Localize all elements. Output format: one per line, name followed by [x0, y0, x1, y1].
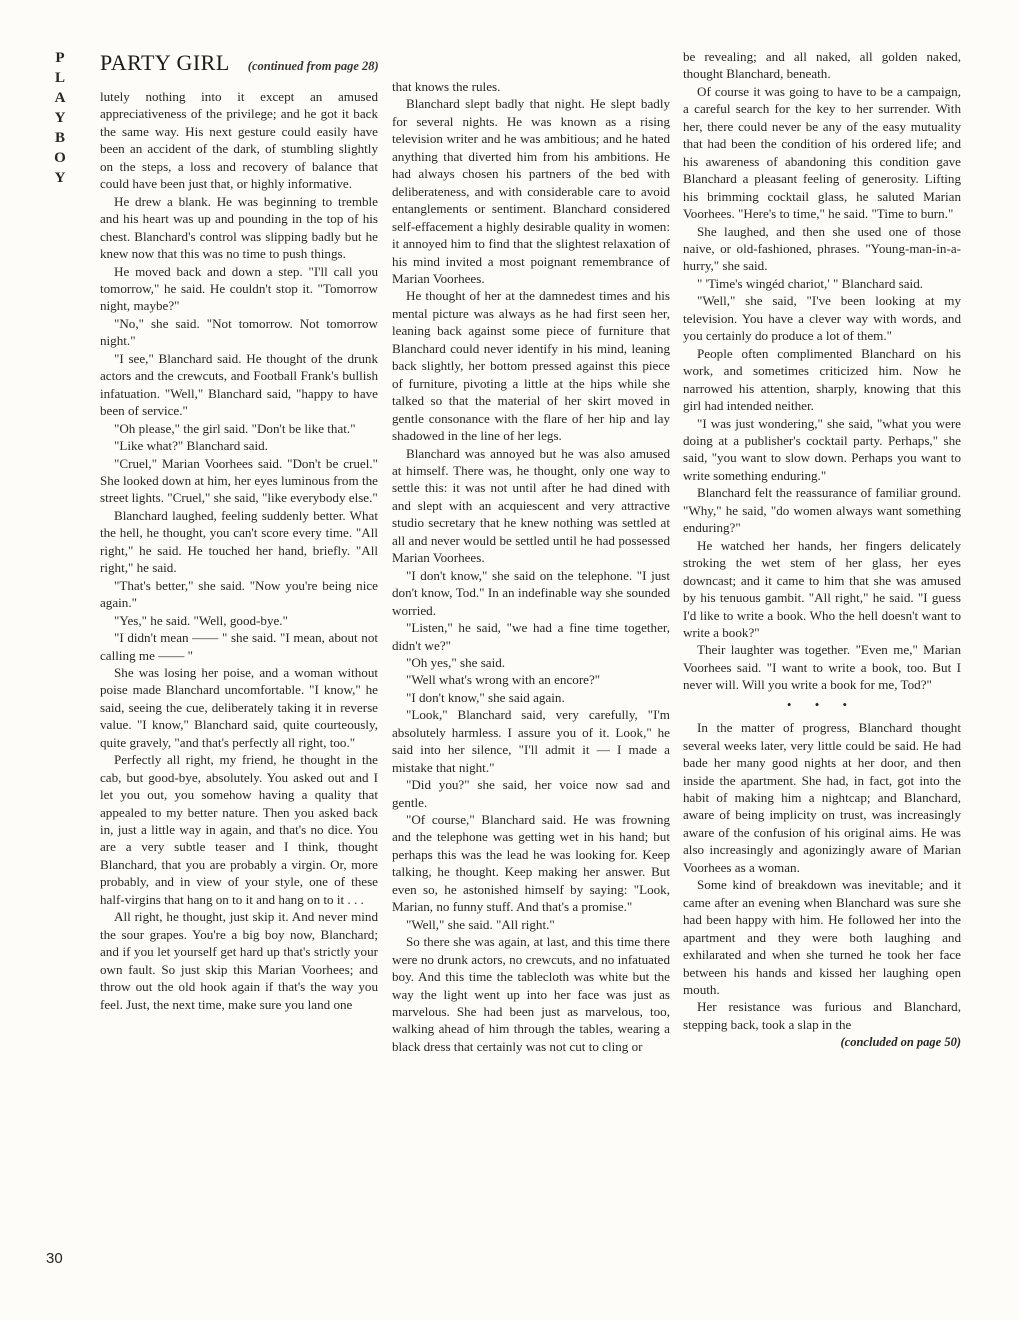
- paragraph: People often complimented Blanchard on his work, and sometimes criticized him. Now he narrowed his attention, sharply, knowing that this girl had intended neither.: [683, 345, 961, 414]
- article-header: [100, 50, 379, 80]
- section-break: • • •: [786, 696, 858, 712]
- paragraph: "Well," she said. "All right.": [406, 916, 555, 932]
- paragraph: Of course it was going to have to be a campaign, a careful search for the key to her surrender. With her, there could never be any of the easy mutuality that had been the condition of his ordered life; and his awareness of abandoning this condition gave Blanchard a pleasant feeling of generosity. Lifting his brimming cocktail glass, he saluted Marian Voorhees. "Here's to time," he said. "Time to burn.": [683, 83, 961, 222]
- paragraph: He drew a blank. He was beginning to tremble and his heart was up and pounding in the top of his chest. Blanchard's control was slipping badly but he knew now that this was no time to push things.: [100, 193, 378, 262]
- paragraph: Blanchard was annoyed but he was also amused at himself. There was, he thought, only one way to settle this: it was not until after he had dined with and slept with an acquiescent and very attractive studio secretary that he knew nothing was settled at all and never would be settled until he had possessed Marian Voorhees.: [392, 445, 670, 566]
- paragraph: "Cruel," Marian Voorhees said. "Don't be cruel." She looked down at him, her eyes luminous from the street lights. "Cruel," she said, "like everybody else.": [100, 455, 378, 506]
- paragraph: He thought of her at the damnedest times and his mental picture was always as he had first seen her, leaning back against some piece of furniture that Blanchard could never identify in his mind, leaning back slightly, her bottom pressed against this piece of furniture, pivoting a little at the hips while she talked so that the material of her skirt moved in gentle consonance with the flare of her hip and lay shadowed in the line of her legs.: [392, 288, 670, 444]
- paragraph: Perfectly all right, my friend, he thought in the cab, but good-bye, absolutely. You asked out and I let you out, you somehow having a quality that appealed to my better nature. Then you asked back in, just a little way in again, and that's no dice. You are a very subtle teaser and I think, thought Blanchard, that you are probably a virgin. Or, more probably, and in view of your style, one of these half-virgins that hang on to it and hang on to it . . .: [100, 752, 378, 907]
- paragraph: "I don't know," she said again.: [406, 689, 565, 705]
- paragraph: Their laughter was together. "Even me," Marian Voorhees said. "I want to write a book, too. But I never will. Will you write a book for me, Tod?": [683, 642, 961, 693]
- paragraph: So there she was again, at last, and this time there were no drunk actors, no crewcuts, and no infatuated boy. And this time the tablecloth was white but the way the light went up into her face was just as marvelous. She had been just as marvelous, too, walking ahead of him through the tables, wearing a black dress that certainly was not cut to cling or: [392, 934, 670, 1054]
- paragraph: "Yes," he said. "Well, good-bye.": [114, 612, 288, 628]
- paragraph: "Well what's wrong with an encore?": [406, 672, 601, 688]
- paragraph: "Oh yes," she said.: [406, 654, 506, 670]
- concluded-note: (concluded on page 50): [840, 1035, 961, 1050]
- paragraph: Some kind of breakdown was inevitable; and it came after an evening when Blanchard was sure she had been happy with him. He followed her into the apartment and they were both laughing and exhilarated and when she turned he took her face between his hands and kissed her laughing open mouth.: [683, 877, 961, 998]
- paragraph: lutely nothing into it except an amused appreciativeness of the privilege; and he got it back the same way. His next gesture could easily have been an accident of the dark, of stumbling slightly on the steps, a loss and recovery of balance that could have been just that, or highly informative.: [100, 89, 378, 192]
- paragraph: "Listen," he said, "we had a fine time together, didn't we?": [392, 620, 670, 653]
- paragraph: She was losing her poise, and a woman without poise made Blanchard uncomfortable. "I know," he said, seeing the cue, deliberately taking it in reverse value. "I know," Blanchard said, quite courteously, quite gravely, "and that's perfectly all right, too.": [100, 664, 378, 750]
- paragraph: " 'Time's wingéd chariot,' " Blanchard said.: [697, 275, 924, 291]
- text-column-3: [683, 48, 961, 1052]
- text-column-1: [100, 88, 378, 1013]
- text-column-2: [392, 78, 670, 1055]
- paragraph: Her resistance was furious and Blanchard, stepping back, took a slap in the: [683, 999, 961, 1032]
- paragraph: "Of course," Blanchard said. He was frowning and the telephone was getting wet in his hand; but perhaps this was the lead he was looking for. Keep talking, he thought. Keep making her answer. But even so, he astonished himself by saying: "Look, Marian, no funny stuff. And that's a promise.": [392, 812, 670, 915]
- paragraph: "I didn't mean —— " she said. "I mean, about not calling me —— ": [100, 630, 378, 663]
- paragraph: He moved back and down a step. "I'll call you tomorrow," he said. He couldn't stop it. "Tomorrow night, maybe?": [100, 263, 378, 314]
- paragraph: In the matter of progress, Blanchard thought several weeks later, very little could be said. He had bade her many good nights at her door, and then inside the apartment. She had, in fact, got into the habit of making him a nightcap; and Blanchard, aware of being implicity on trust, was increasingly aware of the confusion of his original aims. He was also increasingly and agonizingly aware of Marian Voorhees as a woman.: [683, 720, 961, 875]
- paragraph: that knows the rules.: [392, 79, 501, 94]
- paragraph: "I was just wondering," she said, "what you were doing at a publisher's cocktail party. Perhaps," she said, "you want to slow down. Perhaps you want to write something enduring.": [683, 415, 961, 483]
- page-number: 30: [46, 1250, 63, 1267]
- magazine-sidebar-label: PLAYBOY: [54, 50, 66, 186]
- paragraph: "I see," Blanchard said. He thought of the drunk actors and the crewcuts, and Football Frank's bullish infatuation. "Well," Blanchard said, "happy to have been of service.": [100, 350, 378, 419]
- paragraph: He watched her hands, her fingers delicately stroking the wet stem of her glass, her eyes downcast; and it came to him that she was amused by his tenuous gambit. "All right," he said. "I guess I'd like to write a book. Who the hell doesn't want to write a book?": [683, 537, 961, 640]
- paragraph: "Well," she said, "I've been looking at my television. You have a clever way with words, and you certainly do produce a lot of them.": [683, 293, 961, 344]
- paragraph: "No," she said. "Not tomorrow. Not tomorrow night.": [100, 315, 378, 349]
- paragraph: "Look," Blanchard said, very carefully, "I'm absolutely harmless. I assure you of it. Look," he said into her silence, "I'll admit it — I made a mistake that night.": [392, 707, 670, 775]
- paragraph: "Like what?" Blanchard said.: [114, 438, 268, 454]
- paragraph: Blanchard laughed, feeling suddenly better. What the hell, he thought, you can't score every time. "All right," he said. He touched her hand, briefly. "All right," he said.: [100, 507, 378, 576]
- paragraph: All right, he thought, just skip it. And never mind the sour grapes. You're a big boy now, Blanchard; and if you let yourself get hard up that's strictly your own fault. So just skip this Marian Voorhees; and throw out the old hook again if that's the way you feel. Just, the next time, make sure you land one: [100, 909, 378, 1012]
- paragraph: "Oh please," the girl said. "Don't be like that.": [114, 420, 356, 436]
- paragraph: Blanchard felt the reassurance of familiar ground. "Why," he said, "do women always want something enduring?": [683, 485, 961, 536]
- article-title: PARTY GIRL: [100, 50, 230, 75]
- paragraph: She laughed, and then she used one of those naive, or old-fashioned, phrases. "Young-man-in-a-hurry," she said.: [683, 223, 961, 274]
- paragraph: "Did you?" she said, her voice now sad and gentle.: [392, 777, 670, 810]
- continued-note: (continued from page 28): [247, 59, 379, 73]
- paragraph: be revealing; and all naked, all golden naked, thought Blanchard, beneath.: [683, 49, 961, 82]
- paragraph: "I don't know," she said on the telephone. "I just don't know, Tod." In an indefinable way she sounded worried.: [392, 567, 670, 618]
- paragraph: Blanchard slept badly that night. He slept badly for several nights. He was known as a rising television writer and he was ambitious; and he hated anything that diverted him from his ambitions. He had always chosen his partners of the bed with deliberateness, and with considerable care to avoid entanglements or sentiment. Blanchard considered self-effacement a highly desirable quality in women: it annoyed him to find that the slightest relaxation of his mind invited a most poignant remembrance of Marian Voorhees.: [392, 96, 670, 286]
- paragraph: "That's better," she said. "Now you're being nice again.": [100, 577, 378, 611]
